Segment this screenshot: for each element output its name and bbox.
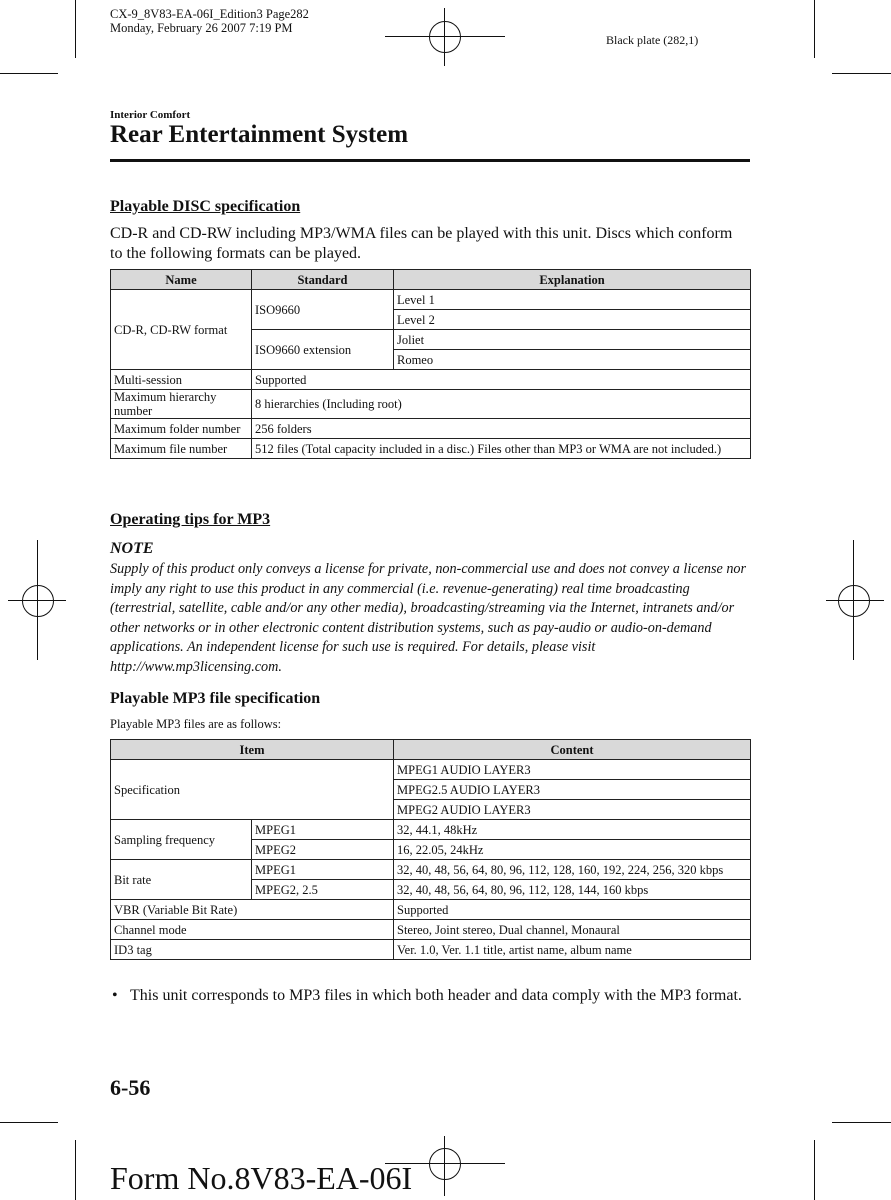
table-row (111, 419, 751, 439)
content-cell: 16, 22.05, 24kHz (394, 840, 751, 860)
spec-label-cell: Specification (111, 760, 394, 820)
plate-label: Black plate (282,1) (606, 33, 699, 47)
row-name-cell: ID3 tag (111, 940, 394, 960)
row-name-cell: Multi-session (111, 370, 252, 390)
content-cell: MPEG2.5 AUDIO LAYER3 (394, 780, 751, 800)
sampling-label-cell: Sampling frequency (111, 820, 252, 860)
table-row (111, 860, 751, 880)
explanation-cell: Romeo (394, 350, 751, 370)
mp3-spec-intro: Playable MP3 files are as follows: (110, 717, 282, 731)
bitrate-label-cell: Bit rate (111, 860, 252, 900)
row-name-cell: Channel mode (111, 920, 394, 940)
table-header-row (111, 270, 751, 290)
crop-line (0, 1122, 58, 1123)
table-header-row (111, 740, 751, 760)
table-row (111, 920, 751, 940)
sub-item-cell: MPEG1 (252, 820, 394, 840)
page-title: Rear Entertainment System (110, 121, 409, 148)
format-name-cell: CD-R, CD-RW format (111, 290, 252, 370)
crop-line (814, 0, 815, 58)
row-name-cell: VBR (Variable Bit Rate) (111, 900, 394, 920)
bullet-text: This unit corresponds to MP3 files in which both header and data comply with the MP3 format. (130, 987, 742, 1004)
registration-mark (429, 1148, 461, 1180)
explanation-cell: Joliet (394, 330, 751, 350)
section-label: Interior Comfort (110, 109, 191, 121)
crop-line (814, 1140, 815, 1200)
sub-item-cell: MPEG2 (252, 840, 394, 860)
sub-item-cell: MPEG2, 2.5 (252, 880, 394, 900)
title-rule (110, 159, 750, 162)
crop-line (826, 600, 884, 601)
table-row (111, 760, 751, 780)
col-header-explanation: Explanation (394, 270, 751, 290)
crop-line (75, 1140, 76, 1200)
row-name-cell: Maximum hierarchy number (111, 390, 252, 419)
row-value-cell: 256 folders (252, 419, 751, 439)
table-row (111, 439, 751, 459)
bullet-item (112, 986, 752, 1006)
table-row (111, 290, 751, 310)
row-value-cell: 8 hierarchies (Including root) (252, 390, 751, 419)
form-number: Form No.8V83-EA-06I (110, 1160, 413, 1196)
print-metadata (110, 7, 309, 35)
disc-spec-intro: CD-R and CD-RW including MP3/WMA files can be played with this unit. Discs which conform to the following formats can be played. (110, 225, 733, 262)
table-row (111, 940, 751, 960)
content-cell: 32, 40, 48, 56, 64, 80, 96, 112, 128, 144, 160 kbps (394, 880, 751, 900)
note-title: NOTE (110, 540, 154, 557)
crop-line (385, 36, 505, 37)
registration-mark (838, 585, 870, 617)
explanation-cell: Level 1 (394, 290, 751, 310)
crop-line (0, 73, 58, 74)
tips-heading: Operating tips for MP3 (110, 511, 271, 528)
crop-line (444, 8, 445, 66)
disc-spec-table (110, 269, 751, 459)
crop-line (444, 1136, 445, 1196)
content-cell: 32, 44.1, 48kHz (394, 820, 751, 840)
content-cell: Stereo, Joint stereo, Dual channel, Monaural (394, 920, 751, 940)
col-header-item: Item (111, 740, 394, 760)
registration-mark (429, 21, 461, 53)
sub-item-cell: MPEG1 (252, 860, 394, 880)
table-row (111, 820, 751, 840)
table-row (111, 390, 751, 419)
bullet-icon: • (112, 987, 118, 1004)
content-cell: Ver. 1.0, Ver. 1.1 title, artist name, album name (394, 940, 751, 960)
crop-line (832, 73, 891, 74)
row-name-cell: Maximum file number (111, 439, 252, 459)
crop-line (832, 1122, 891, 1123)
disc-spec-heading: Playable DISC specification (110, 198, 301, 215)
crop-line (8, 600, 66, 601)
row-value-cell: Supported (252, 370, 751, 390)
content-cell: 32, 40, 48, 56, 64, 80, 96, 112, 128, 160, 192, 224, 256, 320 kbps (394, 860, 751, 880)
note-text: Supply of this product only conveys a license for private, non-commercial use and does not convey a license nor imply any right to use this product in any commercial (i.e. revenue-generating) real time broadcasting (terrestrial, satellite, cable and/or any other media), broadcasting/streaming via the Internet, intranets and/or other networks or in other electronic content distribution systems, such as pay-audio or audio-on-demand applications. An independent license for such use is required. For details, please visit http://www.mp3licensing.com. (110, 561, 747, 675)
col-header-content: Content (394, 740, 751, 760)
crop-line (75, 0, 76, 58)
row-value-cell: 512 files (Total capacity included in a disc.) Files other than MP3 or WMA are not included.) (252, 439, 751, 459)
standard-cell: ISO9660 (252, 290, 394, 330)
standard-cell: ISO9660 extension (252, 330, 394, 370)
table-row (111, 370, 751, 390)
col-header-standard: Standard (252, 270, 394, 290)
print-meta-date: Monday, February 26 2007 7:19 PM (110, 21, 293, 35)
content-cell: MPEG2 AUDIO LAYER3 (394, 800, 751, 820)
explanation-cell: Level 2 (394, 310, 751, 330)
content-cell: Supported (394, 900, 751, 920)
mp3-spec-heading: Playable MP3 file specification (110, 690, 321, 707)
table-row (111, 900, 751, 920)
page-number: 6-56 (110, 1075, 151, 1100)
row-name-cell: Maximum folder number (111, 419, 252, 439)
print-meta-file: CX-9_8V83-EA-06I_Edition3 Page282 (110, 7, 309, 21)
col-header-name: Name (111, 270, 252, 290)
content-cell: MPEG1 AUDIO LAYER3 (394, 760, 751, 780)
registration-mark (22, 585, 54, 617)
mp3-spec-table (110, 739, 751, 960)
